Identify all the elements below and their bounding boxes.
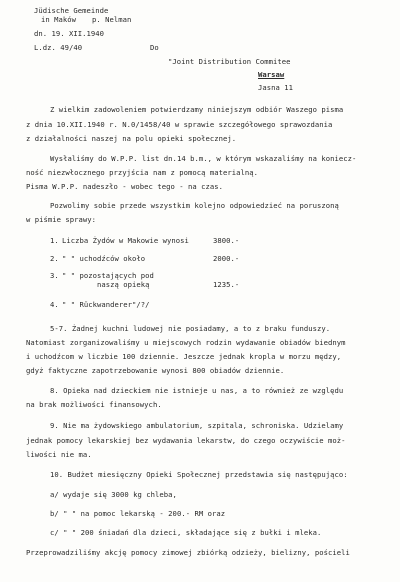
- body-line: Przeprowadziliśmy akcję pomocy zimowej zbiórką odzieży, bielizny, pościeli: [26, 548, 350, 557]
- org-postal: p. Nelman: [92, 15, 132, 24]
- body-line: 9. Nie ma żydowskiego ambulatorium, szpitala, schroniska. Udzielamy: [50, 421, 344, 430]
- recipient-street: Jasna 11: [258, 83, 294, 92]
- recipient-name: "Joint Distribution Commitee: [168, 57, 291, 66]
- body-line: gdyż faktyczne zapotrzebowanie wynosi 800 obiadów dziennie.: [26, 366, 285, 375]
- body-line: z dnia 10.XII.1940 r. N.0/1458/40 w sprawie szczegółowego sprawozdania: [26, 120, 333, 129]
- body-line: Pozwolimy sobie przede wszystkim kolejno odpowiedzieć na poruszoną: [50, 201, 339, 210]
- budget-item: c/ " " 200 śniadań dla dzieci, składające się z bułki i mleka.: [50, 528, 322, 537]
- budget-item: a/ wydaje się 3000 kg chleba,: [50, 490, 177, 499]
- list-item-number: 1.: [50, 236, 59, 245]
- list-item-text: " " uchodźców około: [62, 254, 146, 263]
- list-item-number: 4.: [50, 300, 59, 309]
- to-label: Do: [150, 43, 159, 52]
- body-line: 5-7. Żadnej kuchni ludowej nie posiadamy, a to z braku funduszy.: [50, 324, 331, 333]
- list-item-value: 3800.-: [213, 236, 240, 245]
- org-name: Jüdische Gemeinde: [34, 6, 109, 15]
- body-line: w piśmie sprawy:: [26, 215, 97, 224]
- recipient-city: Warsaw: [258, 70, 285, 79]
- body-line: na brak możliwości finansowych.: [26, 400, 162, 409]
- body-line: 10. Budżet miesięczny Opieki Społecznej przedstawia się następująco:: [50, 470, 348, 479]
- body-line: i uchodźcom w liczbie 100 dziennie. Jeszcze jednak kropla w morzu mędzy,: [26, 352, 342, 361]
- body-line: Natomiast zorganizowaliśmy u miejscowych rodzin wydawanie obiadów biednym: [26, 338, 346, 347]
- list-item-number: 2.: [50, 254, 59, 263]
- org-city: in Maków: [41, 15, 77, 24]
- body-line: Pisma W.P.P. nadeszło - wobec tego - na czas.: [26, 182, 223, 191]
- list-item-text-continued: naszą opieką: [97, 280, 150, 289]
- list-item-text: " " pozostających pod: [62, 271, 154, 280]
- body-line: z działalności naszej na polu opieki społecznej.: [26, 134, 237, 143]
- list-item-text: " " Rückwanderer"/?/: [62, 300, 150, 309]
- list-item-text: Liczba Żydów w Makowie wynosi: [62, 236, 189, 245]
- list-item-value: 2000.-: [213, 254, 240, 263]
- body-line: jednak pomocy lekarskiej bez wydawania lekarstw, do czego oczywiście moż-: [26, 436, 346, 445]
- body-line: ność niezwłocznego przyjścia nam z pomocą materialną.: [26, 168, 258, 177]
- body-line: Z wielkim zadowoleniem potwierdzamy niniejszym odbiór Waszego pisma: [50, 105, 344, 114]
- body-line: 8. Opieka nad dzieckiem nie istnieje u nas, a to również ze względu: [50, 386, 344, 395]
- body-line: Wysłaliśmy do W.P.P. list dn.14 b.m., w którym wskazaliśmy na koniecz-: [50, 154, 357, 163]
- body-line: liwości nie ma.: [26, 450, 92, 459]
- letter-date: dn. 19. XII.1940: [34, 29, 105, 38]
- budget-item: b/ " " na pomoc lekarską - 200.- RM oraz: [50, 509, 226, 518]
- list-item-value: 1235.-: [213, 280, 240, 289]
- letter-reference: L.dz. 49/40: [34, 43, 83, 52]
- list-item-number: 3.: [50, 271, 59, 280]
